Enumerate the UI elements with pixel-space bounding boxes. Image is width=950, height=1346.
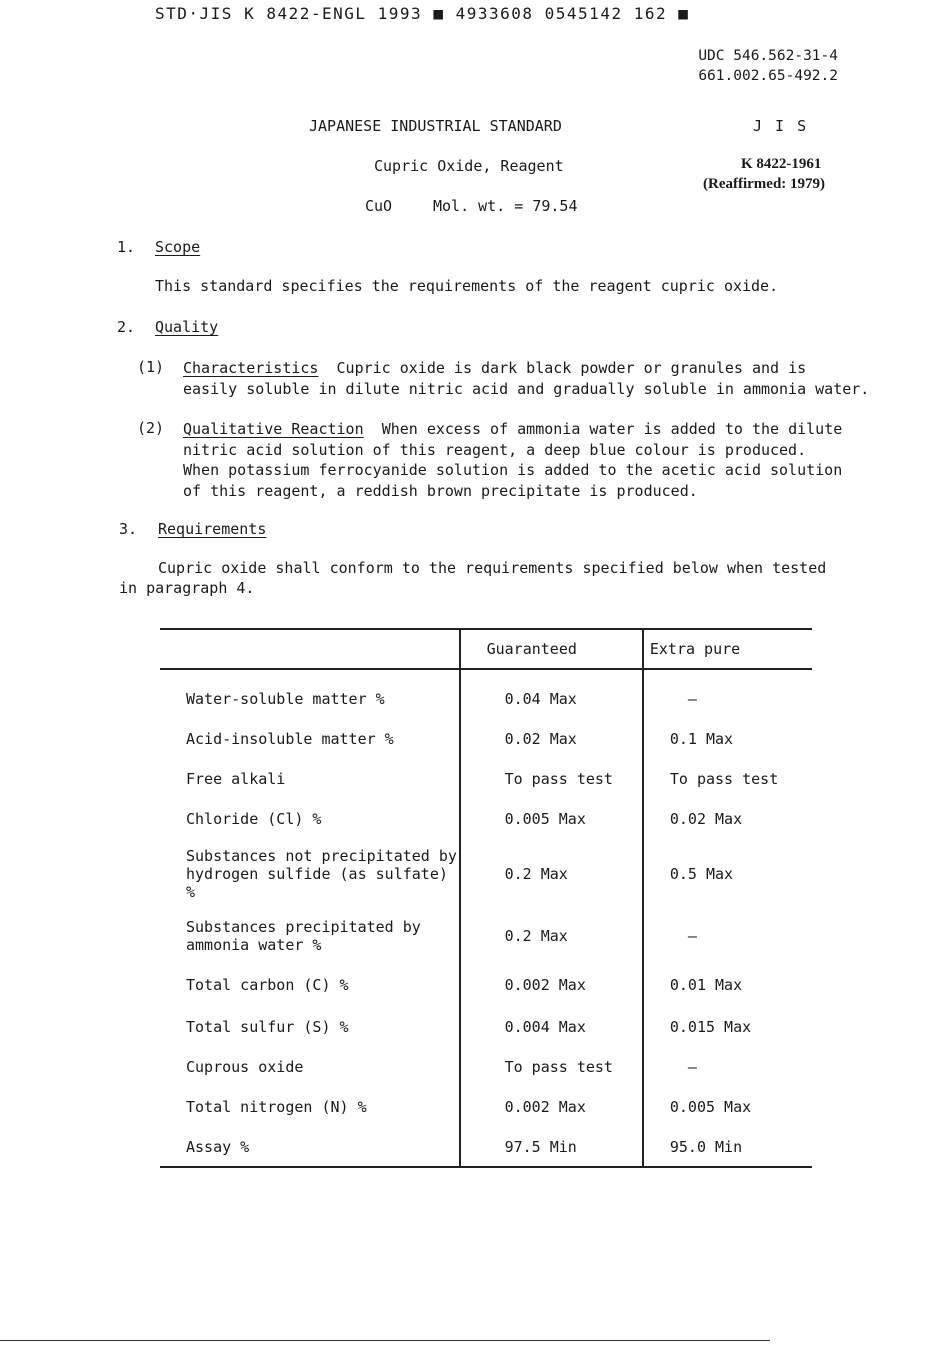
row-guaranteed: 0.02 Max (460, 719, 643, 759)
reaffirmed-date: (Reaffirmed: 1979) (703, 176, 826, 192)
document-code-header: STD·JIS K 8422-ENGL 1993 ■ 4933608 0545142 162 ■ (155, 4, 690, 23)
row-guaranteed: 97.5 Min (460, 1127, 643, 1167)
quality-qualitative-reaction (183, 419, 842, 501)
column-header-guaranteed: Guaranteed (460, 629, 643, 669)
section-heading-scope: Scope (155, 238, 201, 256)
standard-title: JAPANESE INDUSTRIAL STANDARD (309, 117, 562, 135)
chemical-formula: CuO (365, 197, 393, 215)
row-item-line: hydrogen sulfide (as sulfate) % (186, 865, 448, 901)
characteristics-heading: Characteristics (183, 359, 319, 377)
characteristics-line-1: Cupric oxide is dark black powder or granules and is (336, 359, 807, 377)
table-row (160, 669, 812, 719)
section-heading-quality: Quality (155, 318, 219, 336)
row-extra-pure: 0.1 Max (669, 730, 734, 748)
row-guaranteed: 0.2 Max (460, 839, 643, 909)
udc-line-2: 661.002.65-492.2 (698, 68, 838, 84)
section-number-quality: 2. (117, 318, 136, 336)
table-row (160, 759, 812, 799)
row-item: Cuprous oxide (186, 1058, 304, 1076)
row-extra-pure: 0.005 Max (669, 1098, 752, 1116)
row-item (160, 839, 460, 909)
requirements-intro-line-1: Cupric oxide shall conform to the requirements specified below when tested (158, 559, 827, 577)
row-extra-pure: 0.01 Max (669, 976, 743, 994)
row-item: Total sulfur (S) % (186, 1018, 349, 1036)
table-row (160, 719, 812, 759)
row-guaranteed: 0.004 Max (460, 1007, 643, 1047)
row-item-line: Substances precipitated by (186, 918, 421, 936)
row-extra-pure: To pass test (669, 770, 779, 788)
scope-text: This standard specifies the requirements of the reagent cupric oxide. (155, 277, 779, 295)
row-item: Total carbon (C) % (186, 976, 349, 994)
row-item: Water-soluble matter % (186, 689, 385, 708)
qualitative-line-1: When excess of ammonia water is added to the dilute (381, 420, 843, 438)
table-row (160, 1047, 812, 1087)
row-guaranteed: To pass test (460, 1047, 643, 1087)
row-item: Total nitrogen (N) % (186, 1098, 367, 1116)
row-extra-pure: – (687, 1058, 697, 1076)
table-row (160, 799, 812, 839)
column-header-item (160, 629, 460, 669)
qualitative-line-3: When potassium ferrocyanide solution is added to the acetic acid solution (183, 461, 843, 479)
row-item: Acid-insoluble matter % (186, 730, 394, 748)
quality-characteristics (183, 358, 869, 399)
section-heading-requirements: Requirements (158, 520, 267, 538)
row-item (160, 909, 460, 963)
table-row (160, 963, 812, 1007)
row-extra-pure: 0.02 Max (669, 810, 743, 828)
row-extra-pure: – (687, 689, 697, 708)
jis-mark: J I S (753, 117, 809, 135)
row-item: Assay % (160, 1127, 460, 1167)
udc-line-1: UDC 546.562-31-4 (698, 48, 838, 64)
row-extra-pure: 0.015 Max (669, 1018, 752, 1036)
table-row (160, 1087, 812, 1127)
row-item: Free alkali (186, 770, 286, 788)
qualitative-line-2: nitric acid solution of this reagent, a deep blue colour is produced. (183, 440, 807, 459)
section-number-scope: 1. (117, 238, 136, 256)
row-guaranteed: 0.2 Max (460, 909, 643, 963)
molecular-weight: Mol. wt. = 79.54 (433, 197, 578, 215)
quality-item-label: (1) (137, 358, 165, 376)
column-header-extra-pure: Extra pure (643, 629, 812, 669)
row-guaranteed: To pass test (460, 759, 643, 799)
row-item: Chloride (Cl) % (186, 810, 322, 828)
table-row (160, 909, 812, 963)
page-bottom-rule (0, 1340, 770, 1341)
row-item-line: Substances not precipitated by (186, 847, 457, 865)
table-row (160, 839, 812, 909)
section-number-requirements: 3. (119, 520, 138, 538)
qualitative-reaction-heading: Qualitative Reaction (183, 420, 364, 438)
table-row (160, 1007, 812, 1047)
quality-item-label: (2) (137, 419, 165, 437)
table-row (160, 1127, 812, 1167)
row-extra-pure: 0.5 Max (669, 865, 734, 883)
row-guaranteed: 0.005 Max (460, 799, 643, 839)
requirements-table (160, 628, 812, 1168)
row-extra-pure: – (687, 927, 697, 945)
row-guaranteed: 0.002 Max (460, 963, 643, 1007)
row-item-line: ammonia water % (186, 936, 322, 954)
document-title: Cupric Oxide, Reagent (374, 157, 564, 175)
row-guaranteed: 0.04 Max (460, 669, 643, 719)
qualitative-line-4: of this reagent, a reddish brown precipitate is produced. (183, 481, 698, 500)
characteristics-line-2: easily soluble in dilute nitric acid and gradually soluble in ammonia water. (183, 379, 870, 398)
row-extra-pure: 95.0 Min (643, 1127, 812, 1167)
table-header-row (160, 629, 812, 669)
standard-number: K 8422-1961 (741, 156, 822, 172)
requirements-intro-line-2: in paragraph 4. (119, 579, 255, 597)
row-guaranteed: 0.002 Max (460, 1087, 643, 1127)
